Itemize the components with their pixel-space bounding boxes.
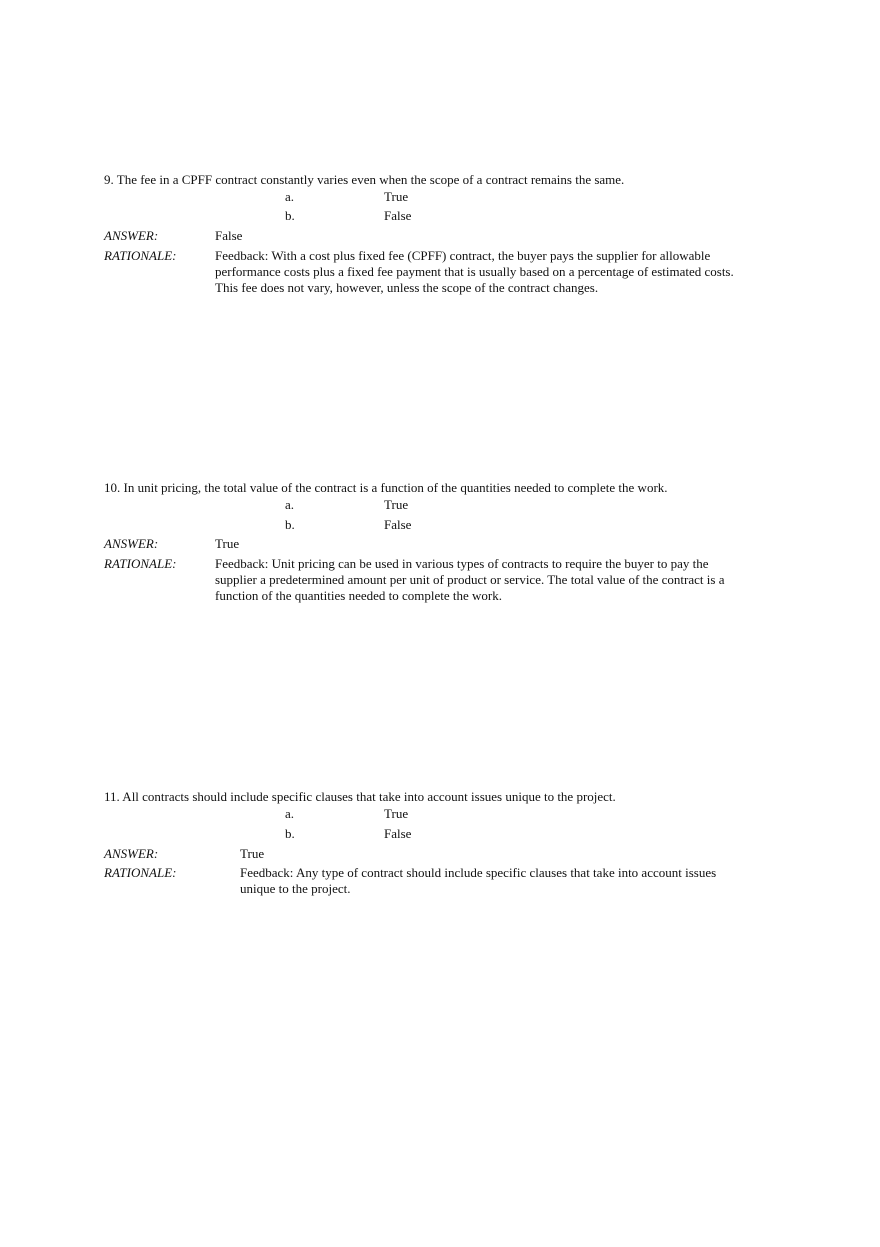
option-letter-a: a. — [285, 189, 295, 204]
option-letter-a: a. — [285, 497, 295, 512]
option-text-false: False — [384, 208, 412, 223]
rationale-line: performance costs plus a fixed fee payment that is usually based on a percentage of estimated costs. — [215, 264, 734, 279]
option-text-true: True — [384, 806, 409, 821]
rationale-line: Feedback: Any type of contract should include specific clauses that take into account issues — [240, 865, 717, 880]
rationale-text — [215, 248, 775, 296]
answer-label: ANSWER: — [104, 846, 159, 861]
answer-value: True — [215, 536, 240, 551]
question-text: 10. In unit pricing, the total value of the contract is a function of the quantities needed to complete the work. — [104, 480, 668, 495]
rationale-line: Feedback: Unit pricing can be used in various types of contracts to require the buyer to pay the — [215, 556, 709, 571]
rationale-text — [215, 556, 775, 604]
question-text: 9. The fee in a CPFF contract constantly varies even when the scope of a contract remains the same. — [104, 172, 625, 187]
rationale-line: This fee does not vary, however, unless the scope of the contract changes. — [215, 280, 599, 295]
option-text-false: False — [384, 826, 412, 841]
answer-label: ANSWER: — [104, 536, 159, 551]
option-letter-b: b. — [285, 208, 295, 223]
rationale-label: RATIONALE: — [104, 248, 177, 263]
rationale-line: supplier a predetermined amount per unit of product or service. The total value of the contract is a — [215, 572, 725, 587]
rationale-line: function of the quantities needed to complete the work. — [215, 588, 502, 603]
option-text-false: False — [384, 517, 412, 532]
option-letter-a: a. — [285, 806, 295, 821]
answer-label: ANSWER: — [104, 228, 159, 243]
rationale-text — [240, 865, 800, 897]
answer-value: False — [215, 228, 243, 243]
rationale-line: unique to the project. — [240, 881, 351, 896]
rationale-label: RATIONALE: — [104, 556, 177, 571]
answer-value: True — [240, 846, 265, 861]
option-text-true: True — [384, 497, 409, 512]
rationale-label: RATIONALE: — [104, 865, 177, 880]
option-letter-b: b. — [285, 826, 295, 841]
rationale-line: Feedback: With a cost plus fixed fee (CPFF) contract, the buyer pays the supplier for allowable — [215, 248, 711, 263]
option-text-true: True — [384, 189, 409, 204]
question-text: 11. All contracts should include specific clauses that take into account issues unique to the project. — [104, 789, 616, 804]
option-letter-b: b. — [285, 517, 295, 532]
